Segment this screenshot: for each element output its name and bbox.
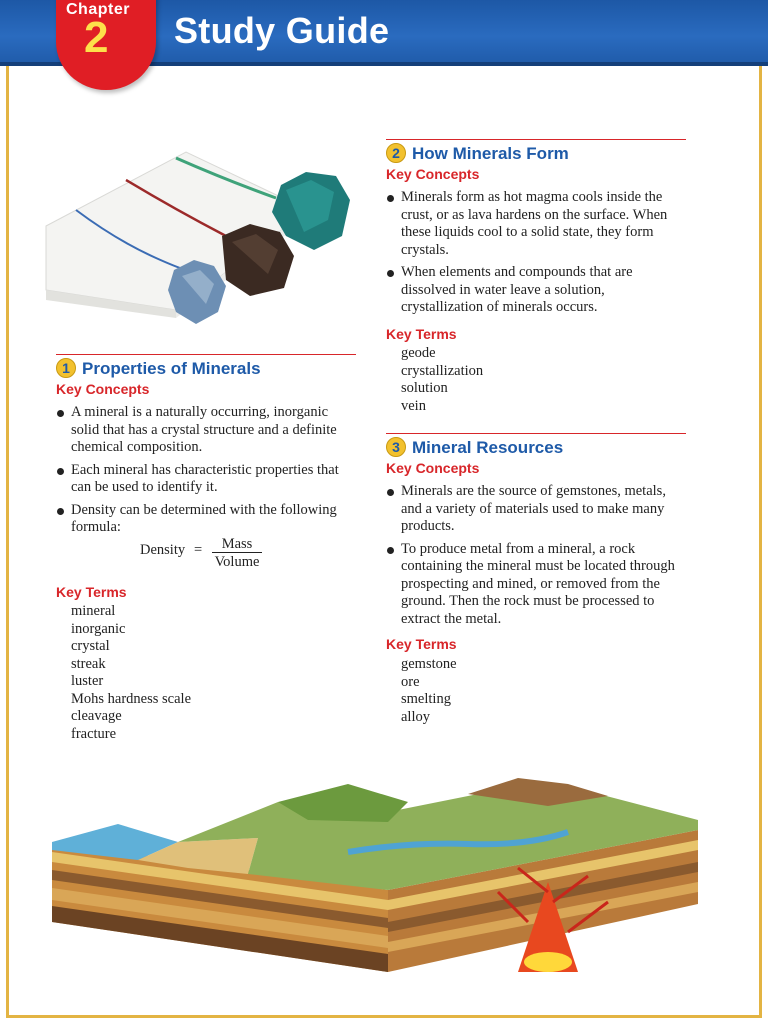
section-1-concepts [56,404,350,542]
chapter-label: Chapter [66,1,130,18]
formula-label: Density [140,542,186,558]
formula-numerator: Mass [212,536,262,553]
formula-fraction [212,536,262,571]
term-item: luster [71,673,104,689]
term-item: Mohs hardness scale [71,690,192,707]
term-item: crystallization [401,362,484,379]
concept-item: Minerals are the source of gemstones, metals, and a variety of materials used to make many products. [386,483,686,536]
section-1-heading [56,354,356,379]
section-title: Mineral Resources [412,438,564,457]
key-concepts-label: Key Concepts [56,381,150,397]
term-item: streak [71,655,106,672]
key-terms-label: Key Terms [386,636,457,652]
section-title: Properties of Minerals [82,359,261,378]
term-item: inorganic [71,620,126,637]
section-2-concepts [386,189,686,322]
concept-item: Density can be determined with the following formula: [56,502,350,537]
concept-item: A mineral is a naturally occurring, inorganic solid that has a crystal structure and a definite chemical composition. [56,404,350,457]
key-terms-label: Key Terms [386,326,457,342]
section-number-badge: 2 [386,143,406,163]
term-item: alloy [401,708,430,725]
key-concepts-label: Key Concepts [386,460,480,476]
concept-item: When elements and compounds that are dissolved in water leave a solution, crystallization of minerals occurs. [386,264,686,317]
section-2-terms [401,345,483,415]
term-item: smelting [401,691,451,707]
section-3-concepts [386,483,686,633]
key-concepts-label: Key Concepts [386,166,480,182]
key-terms-label: Key Terms [56,584,127,600]
section-3-heading [386,433,686,458]
formula-denominator: Volume [214,554,260,570]
term-item: gemstone [401,656,457,672]
section-1-terms [71,603,191,743]
page-title: Study Guide [174,10,390,51]
term-item: mineral [71,603,116,619]
term-item: geode [401,345,436,361]
formula-equals: = [194,542,203,558]
concept-item: To produce metal from a mineral, a rock containing the mineral must be located through prospecting and mined, or removed from the ground. Then the rock must be processed to extract the metal. [386,541,686,629]
term-item: vein [401,397,426,414]
chapter-number: 2 [84,13,109,62]
term-item: crystal [71,638,110,654]
concept-item: Each mineral has characteristic properties that can be used to identify it. [56,462,350,497]
section-3-terms [401,656,457,726]
streak-plate-illustration [36,140,362,336]
term-item: cleavage [71,708,122,724]
section-title: How Minerals Form [412,144,569,163]
section-number-badge: 1 [56,358,76,378]
section-number-badge: 3 [386,437,406,457]
section-2-heading [386,139,686,164]
concept-item: Minerals form as hot magma cools inside the crust, or as lava hardens on the surface. When these liquids cool to a solid state, they form crystals. [386,189,686,259]
term-item: ore [401,673,420,690]
landscape-cross-section-illustration [48,772,704,972]
term-item: fracture [71,725,117,742]
term-item: solution [401,380,448,396]
